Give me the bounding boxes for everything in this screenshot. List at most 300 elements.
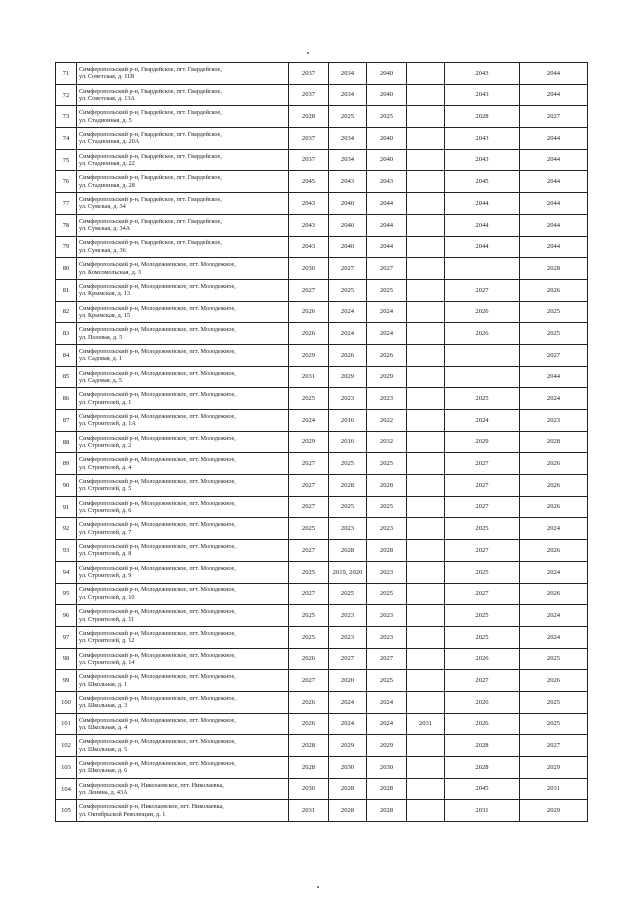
- table-row: [56, 778, 588, 800]
- row-number-cell: [56, 84, 77, 106]
- year-value: 2025: [379, 676, 394, 684]
- year-cell-c2: [329, 258, 367, 280]
- year-cell-c3: [367, 366, 407, 388]
- year-cell-c1: [289, 236, 329, 258]
- row-number: 92: [62, 525, 70, 533]
- address-line-1: Симферопольский р-н, Молодежненское, пгт. Молодежное,: [79, 478, 236, 485]
- year-value: 2026: [546, 676, 561, 684]
- year-cell-c3: [367, 431, 407, 453]
- year-value: 2025: [475, 395, 489, 403]
- year-cell-c6: [520, 106, 588, 128]
- row-number-cell: [56, 410, 77, 432]
- year-cell-c6: [520, 496, 588, 518]
- year-value: 2027: [475, 286, 489, 294]
- year-value: 2023: [546, 416, 561, 424]
- address-line-2: ул. Строителей, д. 14: [79, 658, 135, 666]
- table-row: [56, 518, 588, 540]
- year-cell-c1: [289, 800, 329, 822]
- year-value: 2023: [340, 633, 355, 641]
- year-cell-c4: [407, 453, 445, 475]
- row-number: 84: [62, 351, 70, 359]
- year-value: 2044: [546, 156, 561, 164]
- year-cell-c2: [329, 323, 367, 345]
- row-number-cell: [56, 323, 77, 345]
- year-value: 2025: [475, 633, 489, 641]
- address-line-1: Симферопольский р-н, Гвардейское, пгт. Гвардейское,: [79, 196, 222, 204]
- year-value: 2027: [475, 460, 489, 468]
- address-line-2: ул. Строителей, д. 4: [79, 463, 132, 471]
- year-value: 2027: [379, 264, 394, 272]
- address-line-1: Симферопольский р-н, Гвардейское, пгт. Гвардейское,: [79, 109, 222, 117]
- year-cell-c4: [407, 323, 445, 345]
- year-value: 2040: [340, 221, 355, 229]
- year-cell-c3: [367, 540, 407, 562]
- address-line-2: ул. Сумская, д. 34А: [79, 225, 131, 233]
- address-line-1: Симферопольский р-н, Гвардейское, пгт. Гвардейское,: [79, 87, 222, 95]
- table-row: [56, 193, 588, 215]
- address-cell: [77, 626, 289, 648]
- year-cell-c2: [329, 388, 367, 410]
- year-cell-c1: [289, 63, 329, 85]
- year-value: 2027: [475, 503, 489, 511]
- year-cell-c1: [289, 605, 329, 627]
- year-cell-c6: [520, 778, 588, 800]
- address-line-2: ул. Крымская, д. 15: [79, 311, 131, 319]
- year-cell-c6: [520, 236, 588, 258]
- year-cell-c3: [367, 63, 407, 85]
- year-cell-c5: [445, 236, 520, 258]
- year-value: 2037: [301, 156, 316, 164]
- year-value: 2028: [301, 763, 316, 771]
- address-line-1: Симферопольский р-н, Молодежненское, пгт. Молодежное,: [79, 347, 236, 355]
- table-row: [56, 561, 588, 583]
- row-number-cell: [56, 605, 77, 627]
- address-cell: [77, 106, 289, 128]
- row-number-cell: [56, 258, 77, 280]
- year-cell-c4: [407, 410, 445, 432]
- address-line-2: ул. Школьная, д. 3: [79, 702, 128, 710]
- address-cell: [77, 561, 289, 583]
- year-cell-c2: [329, 410, 367, 432]
- year-value: 2031: [475, 807, 489, 815]
- year-cell-c6: [520, 757, 588, 779]
- address-line-1: Симферопольский р-н, Молодежненское, пгт. Молодежное,: [79, 694, 236, 702]
- row-number-cell: [56, 540, 77, 562]
- year-cell-c4: [407, 193, 445, 215]
- document-page: [55, 62, 587, 822]
- address-line-1: Симферопольский р-н, Гвардейское, пгт. Гвардейское,: [79, 239, 222, 247]
- row-number-cell: [56, 214, 77, 236]
- year-cell-c6: [520, 128, 588, 150]
- address-line-2: ул. Строителей, д. 1: [79, 398, 132, 406]
- year-cell-c4: [407, 475, 445, 497]
- year-value: 2026: [301, 720, 316, 728]
- year-value: 2024: [379, 698, 394, 706]
- year-value: 2026: [546, 590, 561, 598]
- row-number-cell: [56, 279, 77, 301]
- year-cell-c2: [329, 366, 367, 388]
- year-value: 2029: [546, 807, 561, 815]
- year-cell-c3: [367, 106, 407, 128]
- address-line-1: Симферопольский р-н, Молодежненское, пгт. Молодежное,: [79, 369, 236, 377]
- year-cell-c4: [407, 344, 445, 366]
- year-cell-c6: [520, 258, 588, 280]
- year-cell-c2: [329, 496, 367, 518]
- year-cell-c1: [289, 279, 329, 301]
- year-value: 2026: [546, 286, 561, 294]
- address-line-2: ул. Строителей, д. 10: [79, 593, 135, 601]
- year-value: 2028: [546, 438, 561, 446]
- year-value: 2026: [301, 329, 316, 337]
- year-cell-c3: [367, 518, 407, 540]
- address-line-1: Симферопольский р-н, Молодежненское, пгт. Молодежное,: [79, 586, 236, 594]
- year-value: 2023: [379, 525, 394, 533]
- row-number-cell: [56, 388, 77, 410]
- address-line-1: Симферопольский р-н, Молодежненское, пгт. Молодежное,: [79, 543, 236, 551]
- address-line-2: ул. Строителей, д. 12: [79, 637, 135, 645]
- year-value: 2025: [340, 286, 355, 294]
- year-cell-c3: [367, 691, 407, 713]
- year-value: 2023: [340, 525, 355, 533]
- year-value: 2031: [418, 720, 433, 728]
- year-cell-c4: [407, 388, 445, 410]
- year-cell-c6: [520, 149, 588, 171]
- address-line-1: Симферопольский р-н, Гвардейское, пгт. Гвардейское,: [79, 131, 222, 138]
- row-number: 87: [62, 416, 70, 424]
- address-cell: [77, 778, 289, 800]
- year-cell-c3: [367, 171, 407, 193]
- address-line-2: ул. Строителей, д. 1А: [79, 420, 136, 428]
- year-cell-c5: [445, 453, 520, 475]
- address-cell: [77, 84, 289, 106]
- address-cell: [77, 149, 289, 171]
- year-value: 2025: [546, 655, 561, 663]
- year-cell-c6: [520, 670, 588, 692]
- year-cell-c6: [520, 171, 588, 193]
- year-cell-c1: [289, 149, 329, 171]
- year-value: 2022: [379, 416, 394, 424]
- year-value: 2045: [475, 785, 489, 793]
- address-line-2: ул. Строителей, д. 6: [79, 507, 132, 515]
- year-cell-c2: [329, 149, 367, 171]
- year-cell-c2: [329, 453, 367, 475]
- year-cell-c5: [445, 735, 520, 757]
- table-row: [56, 149, 588, 171]
- year-value: 2043: [475, 156, 489, 164]
- address-cell: [77, 540, 289, 562]
- year-cell-c4: [407, 236, 445, 258]
- address-line-2: ул. Школьная, д. 4: [79, 723, 128, 731]
- year-value: 2024: [546, 633, 561, 641]
- year-cell-c1: [289, 648, 329, 670]
- year-value: 2040: [379, 134, 394, 142]
- year-cell-c6: [520, 63, 588, 85]
- year-cell-c3: [367, 626, 407, 648]
- address-cell: [77, 475, 289, 497]
- year-value: 2044: [379, 199, 394, 207]
- address-cell: [77, 713, 289, 735]
- address-line-1: Симферопольский р-н, Молодежненское, пгт. Молодежное,: [79, 282, 236, 290]
- year-cell-c2: [329, 691, 367, 713]
- row-number: 75: [62, 156, 70, 164]
- year-value: 2020: [340, 676, 355, 684]
- row-number-cell: [56, 626, 77, 648]
- address-cell: [77, 800, 289, 822]
- year-cell-c3: [367, 193, 407, 215]
- year-cell-c1: [289, 106, 329, 128]
- year-value: 2032: [379, 438, 394, 446]
- year-value: 2026: [475, 655, 489, 663]
- row-number: 78: [62, 221, 70, 229]
- address-line-1: Симферопольский р-н, Николаевское, пгт. Николаевка,: [79, 803, 224, 811]
- year-value: 2024: [340, 720, 355, 728]
- table-row: [56, 691, 588, 713]
- row-number-cell: [56, 344, 77, 366]
- year-cell-c5: [445, 561, 520, 583]
- year-cell-c3: [367, 648, 407, 670]
- year-value: 2044: [475, 199, 489, 207]
- year-cell-c4: [407, 583, 445, 605]
- year-value: 2040: [379, 91, 394, 99]
- year-value: 2023: [379, 611, 394, 619]
- address-line-2: ул. Строителей, д. 2: [79, 442, 132, 450]
- housing-schedule-table: [55, 62, 588, 822]
- year-value: 2027: [475, 546, 489, 554]
- year-cell-c2: [329, 583, 367, 605]
- year-cell-c3: [367, 84, 407, 106]
- table-row: [56, 258, 588, 280]
- table-row: [56, 431, 588, 453]
- year-cell-c1: [289, 670, 329, 692]
- year-value: 2028: [475, 113, 489, 121]
- address-cell: [77, 735, 289, 757]
- year-cell-c6: [520, 475, 588, 497]
- address-cell: [77, 193, 289, 215]
- table-row: [56, 410, 588, 432]
- year-value: 2023: [379, 395, 394, 403]
- year-value: 2029: [301, 351, 316, 359]
- year-value: 2026: [475, 698, 489, 706]
- address-cell: [77, 366, 289, 388]
- table-body: [56, 63, 588, 822]
- row-number-cell: [56, 63, 77, 85]
- year-cell-c5: [445, 778, 520, 800]
- address-line-1: Симферопольский р-н, Молодежненское, пгт. Молодежное,: [79, 651, 236, 659]
- table-row: [56, 366, 588, 388]
- year-cell-c5: [445, 540, 520, 562]
- address-cell: [77, 410, 289, 432]
- year-value: 2040: [379, 69, 394, 77]
- year-cell-c5: [445, 344, 520, 366]
- year-value: 2024: [546, 611, 561, 619]
- row-number: 86: [62, 395, 70, 403]
- row-number-cell: [56, 236, 77, 258]
- year-cell-c6: [520, 323, 588, 345]
- year-value: 2025: [475, 611, 489, 619]
- year-cell-c1: [289, 171, 329, 193]
- year-value: 2025: [340, 503, 355, 511]
- address-cell: [77, 258, 289, 280]
- address-cell: [77, 605, 289, 627]
- year-cell-c1: [289, 193, 329, 215]
- year-cell-c1: [289, 128, 329, 150]
- year-cell-c6: [520, 388, 588, 410]
- year-value: 2025: [546, 329, 561, 337]
- year-cell-c5: [445, 258, 520, 280]
- address-line-1: Симферопольский р-н, Гвардейское, пгт. Гвардейское,: [79, 217, 222, 225]
- row-number: 103: [61, 763, 71, 771]
- address-line-2: ул. Октябрьской Революции, д. 1: [79, 810, 166, 818]
- year-cell-c1: [289, 431, 329, 453]
- row-number: 72: [62, 91, 70, 99]
- year-cell-c3: [367, 149, 407, 171]
- year-cell-c4: [407, 214, 445, 236]
- address-line-1: Симферопольский р-н, Молодежненское, пгт. Молодежное,: [79, 564, 236, 572]
- year-cell-c1: [289, 757, 329, 779]
- row-number: 74: [62, 134, 70, 142]
- row-number: 90: [62, 481, 70, 489]
- year-value: 2026: [301, 698, 316, 706]
- year-cell-c2: [329, 735, 367, 757]
- address-line-2: ул. Строителей, д. 5: [79, 485, 132, 493]
- year-cell-c2: [329, 84, 367, 106]
- table-row: [56, 670, 588, 692]
- row-number: 93: [62, 546, 70, 554]
- address-line-2: ул. Садовая, д. 1: [79, 355, 122, 363]
- year-value: 2029: [379, 373, 394, 381]
- year-cell-c5: [445, 63, 520, 85]
- year-cell-c4: [407, 561, 445, 583]
- year-cell-c3: [367, 214, 407, 236]
- address-line-2: ул. Комсомольская, д. 3: [79, 268, 141, 276]
- address-cell: [77, 171, 289, 193]
- year-cell-c5: [445, 193, 520, 215]
- address-line-2: ул. Строителей, д. 11: [79, 615, 135, 623]
- address-cell: [77, 691, 289, 713]
- year-value: 2040: [340, 199, 355, 207]
- year-value: 2026: [546, 546, 561, 554]
- year-value: 2044: [475, 243, 489, 251]
- year-cell-c4: [407, 713, 445, 735]
- address-cell: [77, 323, 289, 345]
- row-number-cell: [56, 431, 77, 453]
- year-cell-c1: [289, 366, 329, 388]
- year-cell-c4: [407, 128, 445, 150]
- year-value: 2025: [340, 460, 355, 468]
- year-value: 2044: [379, 243, 394, 251]
- year-cell-c5: [445, 496, 520, 518]
- year-value: 2025: [475, 525, 489, 533]
- year-cell-c5: [445, 128, 520, 150]
- year-cell-c2: [329, 63, 367, 85]
- year-value: 2025: [379, 503, 394, 511]
- row-number-cell: [56, 561, 77, 583]
- row-number-cell: [56, 583, 77, 605]
- year-value: 2029: [546, 763, 561, 771]
- table-row: [56, 757, 588, 779]
- year-cell-c4: [407, 106, 445, 128]
- year-value: 2024: [340, 698, 355, 706]
- row-number: 88: [62, 438, 70, 446]
- address-line-2: ул. Строителей, д. 9: [79, 572, 132, 580]
- address-cell: [77, 388, 289, 410]
- year-cell-c2: [329, 475, 367, 497]
- address-line-1: Симферопольский р-н, Молодежненское, пгт. Молодежное,: [79, 716, 236, 724]
- year-cell-c6: [520, 214, 588, 236]
- year-cell-c6: [520, 605, 588, 627]
- year-value: 2027: [379, 655, 394, 663]
- address-line-1: Симферопольский р-н, Молодежненское, пгт. Молодежное,: [79, 521, 236, 529]
- scan-speck: [317, 886, 319, 888]
- year-value: 2024: [379, 329, 394, 337]
- year-cell-c4: [407, 540, 445, 562]
- row-number-cell: [56, 713, 77, 735]
- year-value: 2016: [340, 416, 355, 424]
- year-cell-c6: [520, 626, 588, 648]
- address-line-2: ул. Стадионная, д. 5: [79, 116, 132, 124]
- year-value: 2028: [475, 763, 489, 771]
- row-number-cell: [56, 171, 77, 193]
- year-cell-c5: [445, 475, 520, 497]
- year-cell-c6: [520, 410, 588, 432]
- year-cell-c2: [329, 757, 367, 779]
- year-cell-c2: [329, 605, 367, 627]
- year-cell-c5: [445, 583, 520, 605]
- table-row: [56, 475, 588, 497]
- row-number-cell: [56, 778, 77, 800]
- address-line-2: ул. Школьная, д. 6: [79, 767, 128, 775]
- address-line-1: Симферопольский р-н, Молодежненское, пгт. Молодежное,: [79, 629, 236, 637]
- row-number: 89: [62, 460, 70, 468]
- table-row: [56, 171, 588, 193]
- row-number-cell: [56, 757, 77, 779]
- year-value: 2028: [340, 481, 355, 489]
- address-line-2: ул. Крымская, д. 13: [79, 290, 131, 298]
- year-value: 2024: [546, 525, 561, 533]
- year-value: 2043: [301, 221, 316, 229]
- row-number: 102: [61, 742, 71, 750]
- year-value: 2027: [475, 481, 489, 489]
- address-cell: [77, 496, 289, 518]
- year-cell-c4: [407, 63, 445, 85]
- year-value: 2037: [301, 91, 316, 99]
- year-cell-c5: [445, 279, 520, 301]
- year-cell-c1: [289, 410, 329, 432]
- year-value: 2029: [301, 438, 316, 446]
- year-cell-c6: [520, 193, 588, 215]
- address-line-1: Симферопольский р-н, Молодежненское, пгт. Молодежное,: [79, 326, 236, 334]
- year-cell-c5: [445, 626, 520, 648]
- year-value: 2037: [301, 134, 316, 142]
- year-value: 2034: [340, 156, 355, 164]
- address-line-1: Симферопольский р-н, Молодежненское, пгт. Молодежное,: [79, 499, 236, 507]
- row-number: 77: [62, 199, 70, 207]
- year-cell-c6: [520, 713, 588, 735]
- address-cell: [77, 301, 289, 323]
- year-value: 2023: [379, 568, 394, 576]
- year-value: 2028: [340, 785, 355, 793]
- row-number: 76: [62, 178, 70, 186]
- row-number-cell: [56, 149, 77, 171]
- year-value: 2024: [475, 416, 489, 424]
- year-cell-c4: [407, 626, 445, 648]
- year-cell-c4: [407, 149, 445, 171]
- year-value: 2027: [546, 113, 561, 121]
- year-cell-c2: [329, 713, 367, 735]
- year-value: 2026: [475, 329, 489, 337]
- year-cell-c5: [445, 757, 520, 779]
- year-cell-c4: [407, 605, 445, 627]
